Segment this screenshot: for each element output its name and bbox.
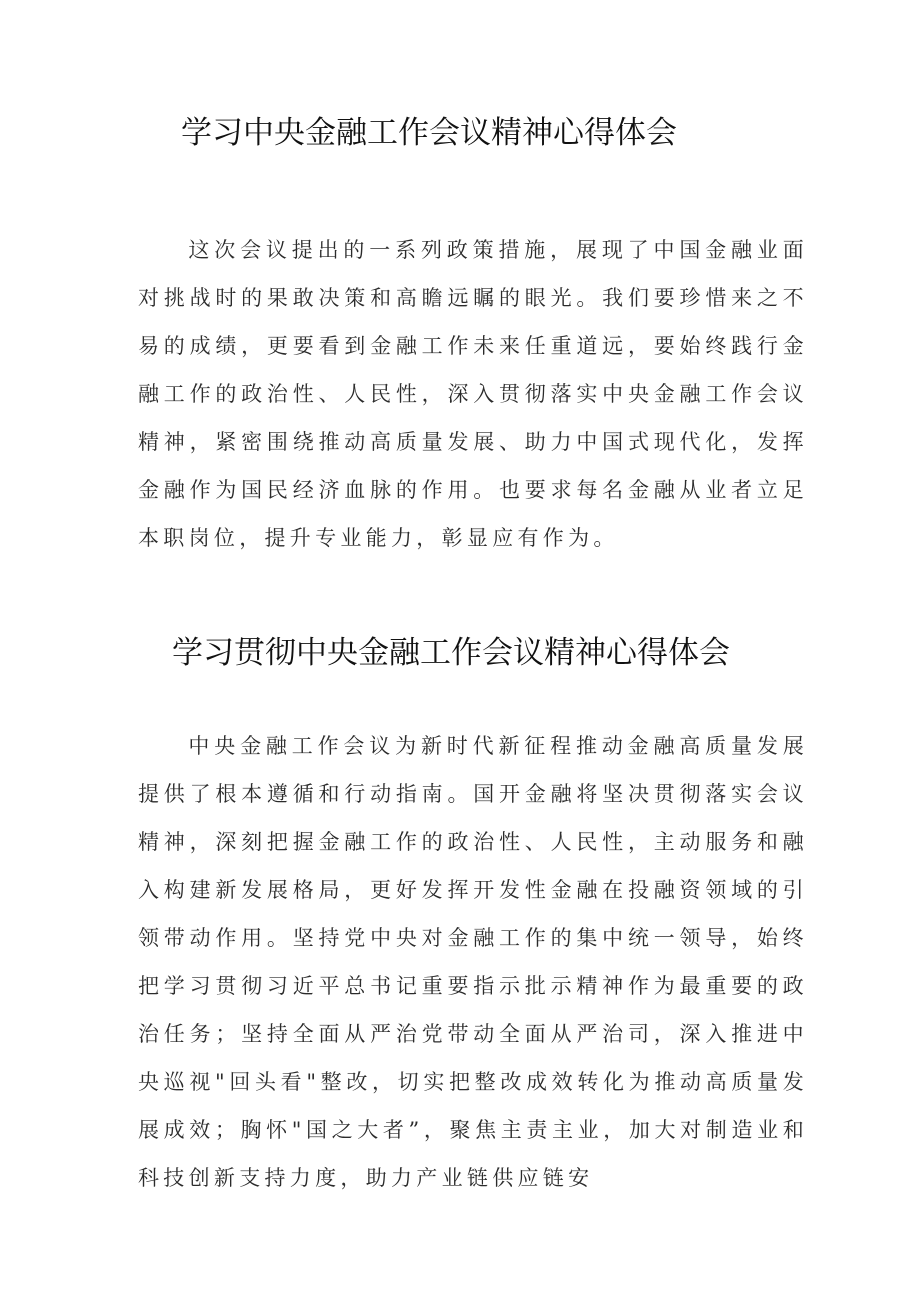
- section-title-2: 学习贯彻中央金融工作会议精神心得体会: [172, 635, 730, 671]
- section-body-1: 这次会议提出的一系列政策措施，展现了中国金融业面对挑战时的果敢决策和高瞻远瞩的眼光。我们要珍惜来之不易的成绩，更要看到金融工作未来任重道远，要始终践行金融工作的政治性、人民性，深入贯彻落实中央金融工作会议精神，紧密围绕推动高质量发展、助力中国式现代化，发挥金融作为国民经济血脉的作用。也要求每名金融从业者立足本职岗位，提升专业能力，彰显应有作为。: [138, 238, 808, 550]
- section-body-2: 中央金融工作会议为新时代新征程推动金融高质量发展提供了根本遵循和行动指南。国开金融将坚决贯彻落实会议精神，深刻把握金融工作的政治性、人民性，主动服务和融入构建新发展格局，更好发挥开发性金融在投融资领域的引领带动作用。坚持党中央对金融工作的集中统一领导，始终把学习贯彻习近平总书记重要指示批示精神作为最重要的政治任务；坚持全面从严治党带动全面从严治司，深入推进中央巡视"回头看"整改，切实把整改成效转化为推动高质量发展成效；胸怀"国之大者”，聚焦主责主业，加大对制造业和科技创新支持力度，助力产业链供应链安: [138, 734, 808, 1190]
- section-title-1: 学习中央金融工作会议精神心得体会: [181, 115, 677, 151]
